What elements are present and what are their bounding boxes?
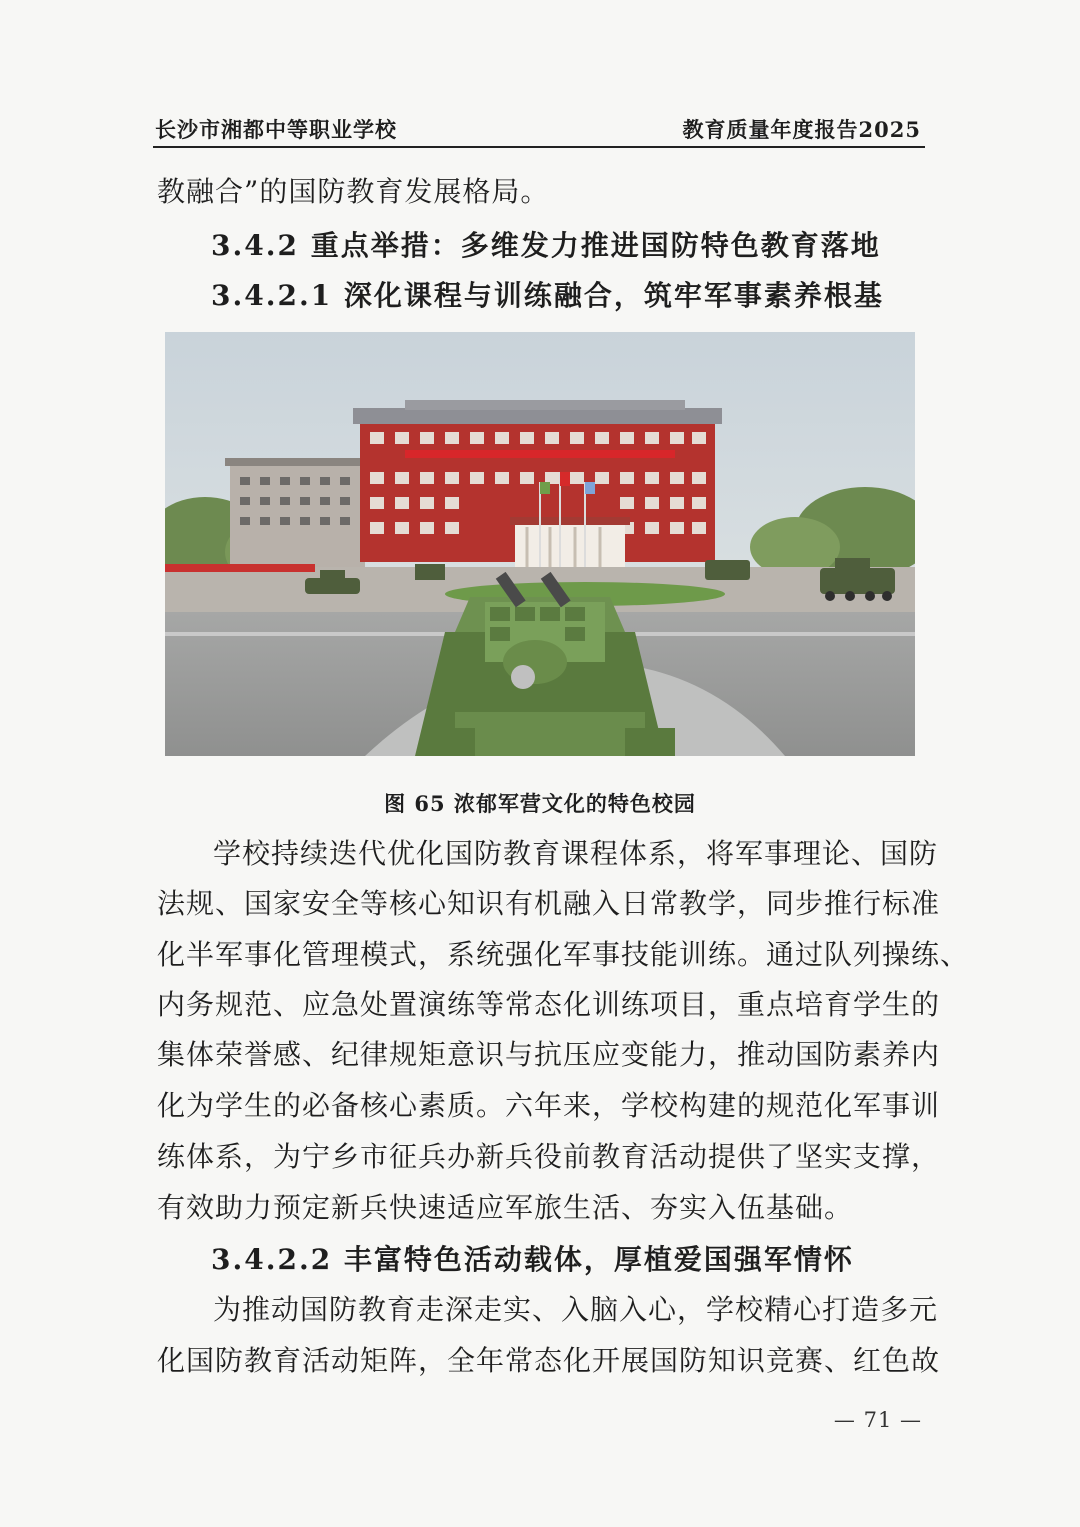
header-report-title: 教育质量年度报告2025 [682,117,921,142]
header-divider [153,146,925,148]
paragraph1-line-7: 练体系，为宁乡市征兵办新兵役前教育活动提供了坚实支撑， [157,1140,941,1173]
heading-3-4-2-1: 3.4.2.1 深化课程与训练融合，筑牢军事素养根基 [211,279,884,312]
paragraph2-line-2: 化国防教育活动矩阵，全年常态化开展国防知识竞赛、红色故 [157,1344,941,1377]
paragraph1-line-4: 内务规范、应急处置演练等常态化训练项目，重点培育学生的 [157,988,941,1021]
paragraph1-line-6: 化为学生的必备核心素质。六年来，学校构建的规范化军事训 [157,1089,941,1122]
campus-photo [165,332,915,756]
header-school-name: 长沙市湘都中等职业学校 [155,117,397,142]
paragraph1-line-2: 法规、国家安全等核心知识有机融入日常教学，同步推行标准 [157,887,941,920]
intro-line: 教融合”的国防教育发展格局。 [157,175,550,208]
heading-3-4-2: 3.4.2 重点举措：多维发力推进国防特色教育落地 [211,229,881,262]
paragraph1-line-3: 化半军事化管理模式，系统强化军事技能训练。通过队列操练、 [157,938,970,971]
figure-caption: 图 65 浓郁军营文化的特色校园 [384,791,696,816]
campus-illustration [165,332,915,756]
page-header [153,110,925,146]
paragraph2-line-1: 为推动国防教育走深走实、入脑入心，学校精心打造多元 [213,1293,939,1326]
paragraph1-line-1: 学校持续迭代优化国防教育课程体系，将军事理论、国防 [213,837,939,870]
page-number: — 71 — [833,1408,922,1432]
paragraph1-line-8: 有效助力预定新兵快速适应军旅生活、夯实入伍基础。 [157,1191,854,1224]
paragraph1-line-5: 集体荣誉感、纪律规矩意识与抗压应变能力，推动国防素养内 [157,1038,941,1071]
heading-3-4-2-2: 3.4.2.2 丰富特色活动载体，厚植爱国强军情怀 [211,1243,854,1276]
